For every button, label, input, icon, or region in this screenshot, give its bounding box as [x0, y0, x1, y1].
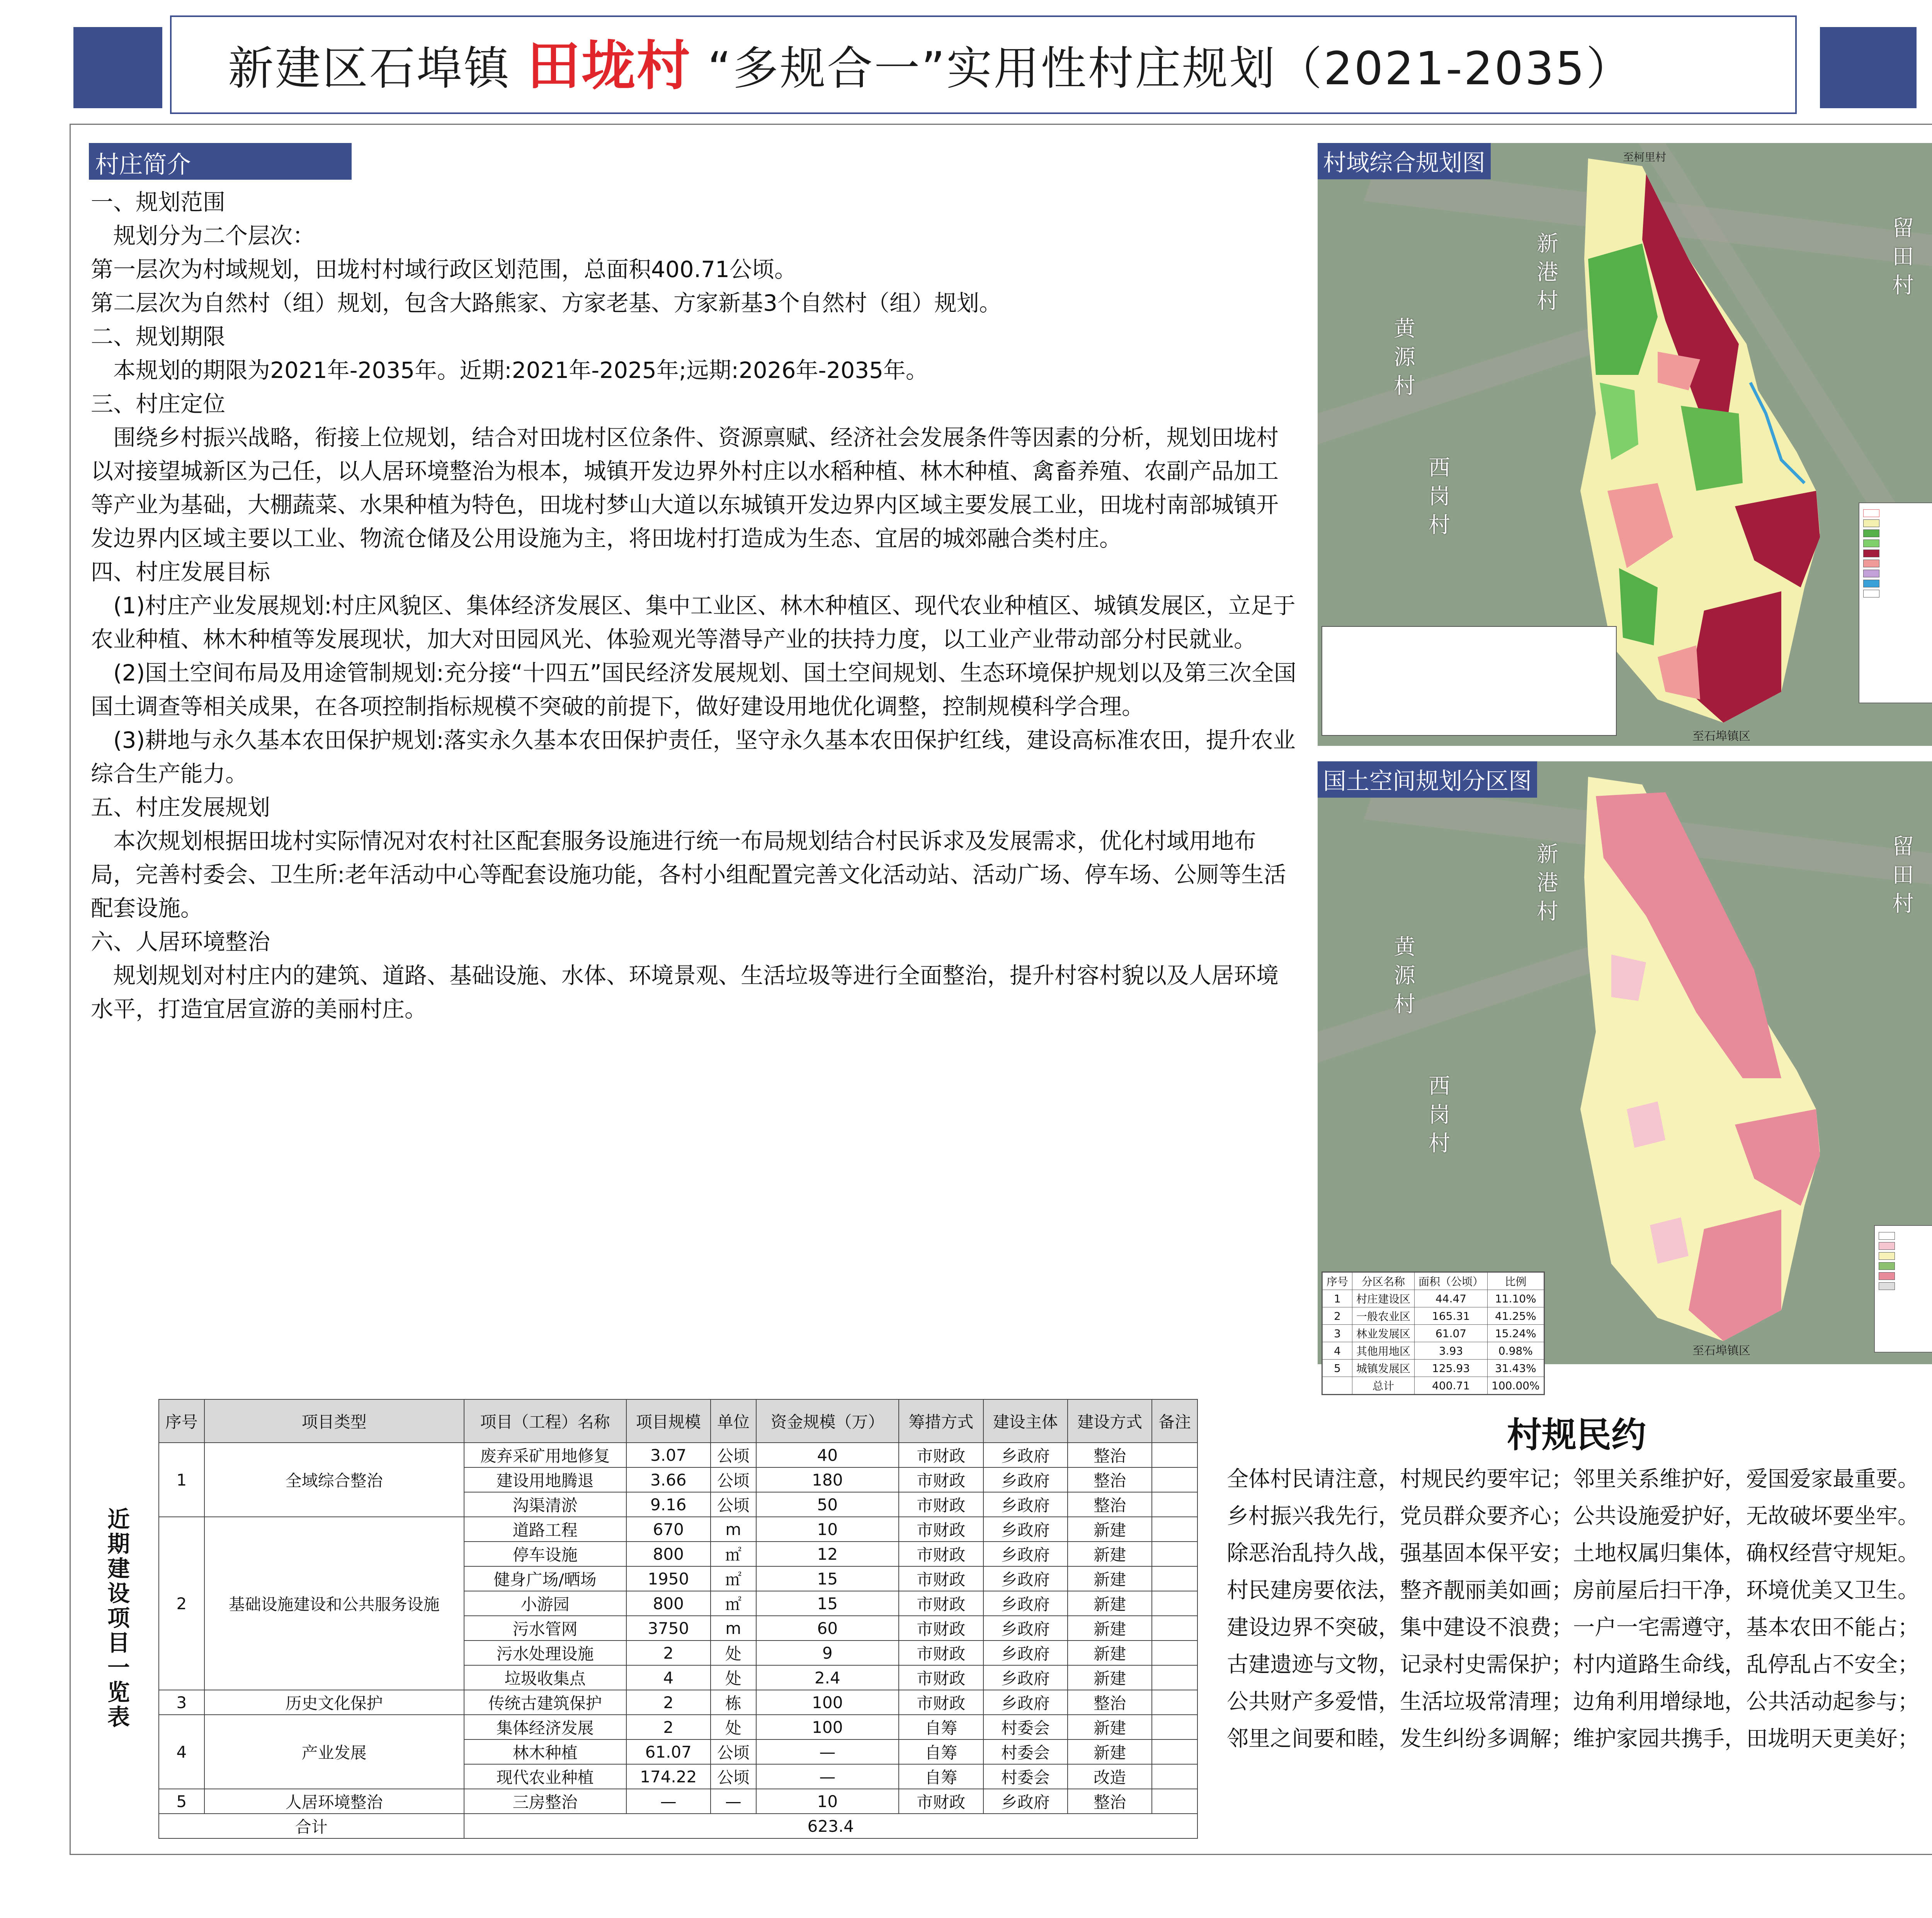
project-cell: [1152, 1492, 1197, 1517]
project-cell: [1152, 1517, 1197, 1542]
project-cell: 新建: [1068, 1641, 1152, 1665]
project-cell: 新建: [1068, 1616, 1152, 1641]
project-cell: 传统古建筑保护: [464, 1690, 626, 1715]
zone-table-row: [1323, 1307, 1544, 1325]
project-table-header: 项目规模: [626, 1399, 711, 1443]
project-cell: 12: [756, 1542, 899, 1566]
header-mid-block: [1820, 27, 1917, 108]
project-cell: 整治: [1068, 1690, 1152, 1715]
project-cell: 栋: [711, 1690, 756, 1715]
project-cell: [1152, 1764, 1197, 1789]
project-cell: 1950: [626, 1566, 711, 1591]
zone-table-header: 比例: [1488, 1273, 1544, 1290]
zone-table-cell: 41.25%: [1488, 1307, 1544, 1325]
project-cell: 公顷: [711, 1739, 756, 1764]
zone-table-cell: 11.10%: [1488, 1290, 1544, 1307]
project-cell: 乡政府: [983, 1665, 1068, 1690]
project-cell: 现代农业种植: [464, 1764, 626, 1789]
project-index: 3: [159, 1690, 204, 1715]
zone-table-row: [1323, 1342, 1544, 1360]
project-table-side-title: 近期建设项目一览表: [104, 1507, 130, 1730]
rule-line: 除恶治乱持久战，强基固本保平安；土地权属归集体，确权经营守规矩。: [1227, 1541, 1919, 1566]
project-cell: 50: [756, 1492, 899, 1517]
zone-table-cell: 61.07: [1415, 1325, 1488, 1342]
project-cell: 乡政府: [983, 1641, 1068, 1665]
project-cell: 整治: [1068, 1443, 1152, 1467]
map3-village-xingang: 新港村: [1533, 842, 1558, 928]
project-cell: 乡政府: [983, 1789, 1068, 1814]
project-cell: 60: [756, 1616, 899, 1641]
intro-paragraph: 本规划的期限为2021年-2035年。近期:2021年-2025年;远期:2026年-2035年。: [91, 357, 929, 383]
rule-line: 村民建房要依法，整齐靓丽美如画；房前屋后扫干净，环境优美又卫生。: [1227, 1578, 1919, 1603]
zone-table-row: [1323, 1290, 1544, 1307]
project-cell: 乡政府: [983, 1467, 1068, 1492]
project-cell: 改造: [1068, 1764, 1152, 1789]
map-comprehensive-plan: [1318, 143, 1932, 746]
intro-paragraph: 一、规划范围: [91, 189, 226, 215]
project-cell: 林木种植: [464, 1739, 626, 1764]
intro-paragraph: (2)国土空间布局及用途管制规划:充分接“十四五”国民经济发展规划、国土空间规划、生态环境保护规划以及第三次全国国土调查等相关成果，在各项控制指标规模不突破的前提下，做好建设用地优化调整，控制规模科学合理。: [91, 660, 1296, 720]
intro-paragraph: 围绕乡村振兴战略，衔接上位规划，结合对田垅村区位条件、资源禀赋、经济社会发展条件等因素的分析，规划田垅村以对接望城新区为己任，以人居环境整治为根本，城镇开发边界外村庄以水稻种植、林木种植、禽畜养殖、农副产品加工等产业为基础，大棚蔬菜、水果种植为特色，田垅村梦山大道以东城镇开发边界内区域主要发展工业，田垅村南部城镇开发边界内区域主要以工业、物流仓储及公用设施为主，将田垅村打造成为生态、宜居的城郊融合类村庄。: [91, 424, 1279, 551]
project-cell: 40: [756, 1443, 899, 1467]
project-type: 人居环境整治: [204, 1789, 464, 1814]
project-table-header: 资金规模（万）: [756, 1399, 899, 1443]
zone-table-cell: 400.71: [1415, 1377, 1488, 1394]
project-cell: 2.4: [756, 1665, 899, 1690]
project-cell: 乡政府: [983, 1566, 1068, 1591]
zone-table-cell: 15.24%: [1488, 1325, 1544, 1342]
zone-table-cell: 村庄建设区: [1352, 1290, 1415, 1307]
zone-table-cell: [1323, 1377, 1352, 1394]
intro-heading: 村庄简介: [89, 143, 352, 180]
rules-body: [1227, 1461, 1919, 1758]
map1-village-huangyuan: 黄源村: [1390, 317, 1415, 403]
project-table-header: 建设方式: [1068, 1399, 1152, 1443]
project-cell: 800: [626, 1591, 711, 1616]
project-cell: [1152, 1467, 1197, 1492]
table-total-row: [159, 1814, 1197, 1838]
project-cell: 市财政: [899, 1789, 983, 1814]
zone-table-header: 面积（公顷）: [1415, 1273, 1488, 1290]
project-type: 基础设施建设和公共服务设施: [204, 1517, 464, 1690]
project-cell: 整治: [1068, 1467, 1152, 1492]
project-cell: —: [756, 1764, 899, 1789]
project-cell: 垃圾收集点: [464, 1665, 626, 1690]
map3-village-huangyuan: 黄源村: [1390, 935, 1415, 1021]
project-cell: 新建: [1068, 1517, 1152, 1542]
project-table-wrap: [158, 1399, 1198, 1839]
zone-table-cell: 一般农业区: [1352, 1307, 1415, 1325]
project-cell: —: [626, 1789, 711, 1814]
map1-village-xigang: 西岗村: [1425, 456, 1450, 542]
project-cell: 处: [711, 1715, 756, 1739]
zone-table-cell: 0.98%: [1488, 1342, 1544, 1360]
intro-paragraph: 第二层次为自然村（组）规划，包含大路熊家、方家老基、方家新基3个自然村（组）规划。: [91, 290, 1002, 316]
project-cell: 乡政府: [983, 1443, 1068, 1467]
project-cell: [1152, 1591, 1197, 1616]
project-cell: —: [756, 1739, 899, 1764]
total-value: 623.4: [464, 1814, 1197, 1838]
project-cell: 乡政府: [983, 1517, 1068, 1542]
project-cell: —: [711, 1789, 756, 1814]
rule-line: 公共财产多爱惜，生活垃圾常清理；边角利用增绿地，公共活动起参与；: [1227, 1689, 1919, 1714]
project-cell: 沟渠清淤: [464, 1492, 626, 1517]
project-cell: 15: [756, 1591, 899, 1616]
rule-line: 邻里之间要和睦，发生纠纷多调解；维护家园共携手，田垅明天更美好；: [1227, 1726, 1919, 1751]
page-title: [228, 23, 1633, 100]
map3-zone-table: [1321, 1271, 1545, 1395]
rule-line: 全体村民请注意，村规民约要牢记；邻里关系维护好，爱国爱家最重要。: [1227, 1467, 1919, 1492]
map3-south-label: 至石埠镇区: [1692, 1344, 1750, 1358]
map1-south-label: 至石埠镇区: [1692, 730, 1750, 743]
project-cell: 3750: [626, 1616, 711, 1641]
project-cell: 废弃采矿用地修复: [464, 1443, 626, 1467]
intro-paragraph: 本次规划根据田垅村实际情况对农村社区配套服务设施进行统一布局规划结合村民诉求及发展需求，优化村域用地布局，完善村委会、卫生所:老年活动中心等配套设施功能，各村小组配置完善文化活动站、活动广场、停车场、公厕等生活配套设施。: [91, 828, 1286, 921]
project-cell: 乡政府: [983, 1690, 1068, 1715]
project-index: 2: [159, 1517, 204, 1690]
project-cell: 15: [756, 1566, 899, 1591]
zone-table-cell: 林业发展区: [1352, 1325, 1415, 1342]
map1-north-label: 至柯里村: [1623, 151, 1667, 163]
zone-table-cell: 165.31: [1415, 1307, 1488, 1325]
project-cell: 污水处理设施: [464, 1641, 626, 1665]
project-cell: 处: [711, 1641, 756, 1665]
header-left-block: [73, 27, 162, 108]
project-cell: 村委会: [983, 1764, 1068, 1789]
zone-table-cell: 3: [1323, 1325, 1352, 1342]
title-suffix: “多规合一”实用性村庄规划（2021-2035）: [707, 42, 1633, 95]
map1-label: 村域综合规划图: [1318, 143, 1491, 179]
project-cell: 10: [756, 1789, 899, 1814]
project-cell: 处: [711, 1665, 756, 1690]
map3-village-xigang: 西岗村: [1425, 1074, 1450, 1160]
title-highlight: 田垅村: [527, 35, 692, 97]
project-cell: 三房整治: [464, 1789, 626, 1814]
table-row: [159, 1789, 1197, 1814]
project-cell: [1152, 1690, 1197, 1715]
project-cell: 174.22: [626, 1764, 711, 1789]
project-cell: 100: [756, 1715, 899, 1739]
project-type: 历史文化保护: [204, 1690, 464, 1715]
project-type: 全域综合整治: [204, 1443, 464, 1517]
map3-legend: [1874, 1225, 1932, 1353]
project-cell: [1152, 1665, 1197, 1690]
project-cell: 新建: [1068, 1665, 1152, 1690]
intro-paragraph: (3)耕地与永久基本农田保护规划:落实永久基本农田保护责任，坚守永久基本农田保护红线，建设高标准农田，提升农业综合生产能力。: [91, 727, 1296, 787]
project-cell: [1152, 1616, 1197, 1641]
project-cell: 10: [756, 1517, 899, 1542]
intro-paragraph: 规划规划对村庄内的建筑、道路、基础设施、水体、环境景观、生活垃圾等进行全面整治，提升村容村貌以及人居环境水平，打造宜居宣游的美丽村庄。: [91, 962, 1279, 1022]
project-cell: 市财政: [899, 1641, 983, 1665]
rule-line: 古建遗迹与文物，记录村史需保护；村内道路生命线，乱停乱占不安全；: [1227, 1652, 1919, 1677]
project-cell: 健身广场/晒场: [464, 1566, 626, 1591]
zone-table-row: [1323, 1377, 1544, 1394]
project-cell: 乡政府: [983, 1492, 1068, 1517]
map1-legend: [1859, 502, 1932, 703]
map3-label: 国土空间规划分区图: [1318, 761, 1537, 798]
project-cell: [1152, 1739, 1197, 1764]
project-cell: 公顷: [711, 1467, 756, 1492]
rule-line: 乡村振兴我先行，党员群众要齐心；公共设施爱护好，无故破坏要坐牢。: [1227, 1504, 1919, 1529]
total-label: 合计: [159, 1814, 464, 1838]
project-cell: m: [711, 1616, 756, 1641]
project-cell: 村委会: [983, 1739, 1068, 1764]
table-row: [159, 1715, 1197, 1739]
project-cell: ㎡: [711, 1542, 756, 1566]
project-cell: 市财政: [899, 1690, 983, 1715]
table-row: [159, 1517, 1197, 1542]
project-cell: 市财政: [899, 1443, 983, 1467]
project-cell: 道路工程: [464, 1517, 626, 1542]
intro-paragraph: 规划分为二个层次：: [91, 223, 315, 249]
project-cell: [1152, 1566, 1197, 1591]
map1-village-liutian: 留田村: [1889, 216, 1914, 302]
project-table-header: 项目（工程）名称: [464, 1399, 626, 1443]
project-cell: 61.07: [626, 1739, 711, 1764]
project-cell: 新建: [1068, 1715, 1152, 1739]
project-cell: [1152, 1443, 1197, 1467]
project-cell: 100: [756, 1690, 899, 1715]
project-cell: 市财政: [899, 1492, 983, 1517]
project-cell: 停车设施: [464, 1542, 626, 1566]
map-spatial-zoning: [1318, 761, 1932, 1392]
project-table-header: 项目类型: [204, 1399, 464, 1443]
project-cell: 2: [626, 1690, 711, 1715]
project-cell: 市财政: [899, 1542, 983, 1566]
project-cell: 集体经济发展: [464, 1715, 626, 1739]
project-cell: 市财政: [899, 1566, 983, 1591]
project-cell: 小游园: [464, 1591, 626, 1616]
project-cell: [1152, 1542, 1197, 1566]
project-cell: 建设用地腾退: [464, 1467, 626, 1492]
project-cell: 市财政: [899, 1467, 983, 1492]
intro-paragraph: 四、村庄发展目标: [91, 559, 270, 585]
project-index: 5: [159, 1789, 204, 1814]
project-table-header: 建设主体: [983, 1399, 1068, 1443]
project-cell: 2: [626, 1715, 711, 1739]
project-cell: 3.07: [626, 1443, 711, 1467]
zone-table-cell: 125.93: [1415, 1360, 1488, 1377]
project-cell: 市财政: [899, 1517, 983, 1542]
project-cell: 公顷: [711, 1764, 756, 1789]
project-cell: m: [711, 1517, 756, 1542]
project-cell: 9: [756, 1641, 899, 1665]
intro-body: [91, 186, 1296, 1026]
project-cell: 自筹: [899, 1739, 983, 1764]
zone-table-cell: 1: [1323, 1290, 1352, 1307]
project-cell: 污水管网: [464, 1616, 626, 1641]
project-index: 4: [159, 1715, 204, 1789]
project-cell: 市财政: [899, 1616, 983, 1641]
intro-paragraph: (1)村庄产业发展规划:村庄风貌区、集体经济发展区、集中工业区、林木种植区、现代农业种植区、城镇发展区，立足于农业种植、林木种植等发展现状，加大对田园风光、体验观光等潜导产业的扶持力度，以工业产业带动部分村民就业。: [91, 592, 1296, 652]
intro-paragraph: 第一层次为村域规划，田垅村村域行政区划范围，总面积400.71公顷。: [91, 256, 797, 283]
project-cell: 4: [626, 1665, 711, 1690]
project-index: 1: [159, 1443, 204, 1517]
project-cell: 180: [756, 1467, 899, 1492]
project-cell: 自筹: [899, 1764, 983, 1789]
zone-table-cell: 44.47: [1415, 1290, 1488, 1307]
project-cell: 2: [626, 1641, 711, 1665]
zone-table-cell: 4: [1323, 1342, 1352, 1360]
zone-table-cell: 3.93: [1415, 1342, 1488, 1360]
zone-table-cell: 2: [1323, 1307, 1352, 1325]
rule-line: 建设边界不突破，集中建设不浪费；一户一宅需遵守，基本农田不能占；: [1227, 1615, 1919, 1640]
project-cell: ㎡: [711, 1591, 756, 1616]
project-cell: 村委会: [983, 1715, 1068, 1739]
zone-table-header: 序号: [1323, 1273, 1352, 1290]
map1-village-xingang: 新港村: [1533, 232, 1558, 318]
project-cell: 整治: [1068, 1789, 1152, 1814]
project-cell: 3.66: [626, 1467, 711, 1492]
zone-table-cell: 城镇发展区: [1352, 1360, 1415, 1377]
project-table-header: 单位: [711, 1399, 756, 1443]
rules-title: 村规民约: [1507, 1415, 1646, 1455]
project-cell: 9.16: [626, 1492, 711, 1517]
intro-paragraph: 三、村庄定位: [91, 391, 226, 417]
project-cell: [1152, 1715, 1197, 1739]
project-cell: 新建: [1068, 1591, 1152, 1616]
project-table-header: 筹措方式: [899, 1399, 983, 1443]
project-cell: 乡政府: [983, 1616, 1068, 1641]
project-cell: [1152, 1789, 1197, 1814]
project-cell: 670: [626, 1517, 711, 1542]
project-cell: 乡政府: [983, 1591, 1068, 1616]
project-type: 产业发展: [204, 1715, 464, 1789]
project-cell: 乡政府: [983, 1542, 1068, 1566]
project-cell: 800: [626, 1542, 711, 1566]
zone-table-cell: 其他用地区: [1352, 1342, 1415, 1360]
project-table-header: 序号: [159, 1399, 204, 1443]
title-prefix: 新建区石埠镇: [228, 42, 511, 95]
project-cell: 市财政: [899, 1665, 983, 1690]
project-cell: ㎡: [711, 1566, 756, 1591]
map3-village-liutian: 留田村: [1889, 835, 1914, 921]
project-cell: 公顷: [711, 1492, 756, 1517]
table-row: [159, 1443, 1197, 1467]
project-cell: 新建: [1068, 1542, 1152, 1566]
zone-table-cell: 100.00%: [1488, 1377, 1544, 1394]
project-cell: 整治: [1068, 1492, 1152, 1517]
zone-table-cell: 总计: [1352, 1377, 1415, 1394]
project-cell: 市财政: [899, 1591, 983, 1616]
table-row: [159, 1690, 1197, 1715]
project-cell: [1152, 1641, 1197, 1665]
project-cell: 新建: [1068, 1739, 1152, 1764]
project-cell: 新建: [1068, 1566, 1152, 1591]
zone-table-cell: 31.43%: [1488, 1360, 1544, 1377]
intro-paragraph: 二、规划期限: [91, 323, 226, 350]
map1-stats-table: [1321, 626, 1617, 736]
zone-table-row: [1323, 1325, 1544, 1342]
intro-paragraph: 六、人居环境整治: [91, 929, 270, 955]
zone-table-header: 分区名称: [1352, 1273, 1415, 1290]
zone-table-row: [1323, 1360, 1544, 1377]
project-cell: 公顷: [711, 1443, 756, 1467]
project-table-header: 备注: [1152, 1399, 1197, 1443]
project-cell: 自筹: [899, 1715, 983, 1739]
intro-paragraph: 五、村庄发展规划: [91, 794, 270, 820]
zone-table-cell: 5: [1323, 1360, 1352, 1377]
